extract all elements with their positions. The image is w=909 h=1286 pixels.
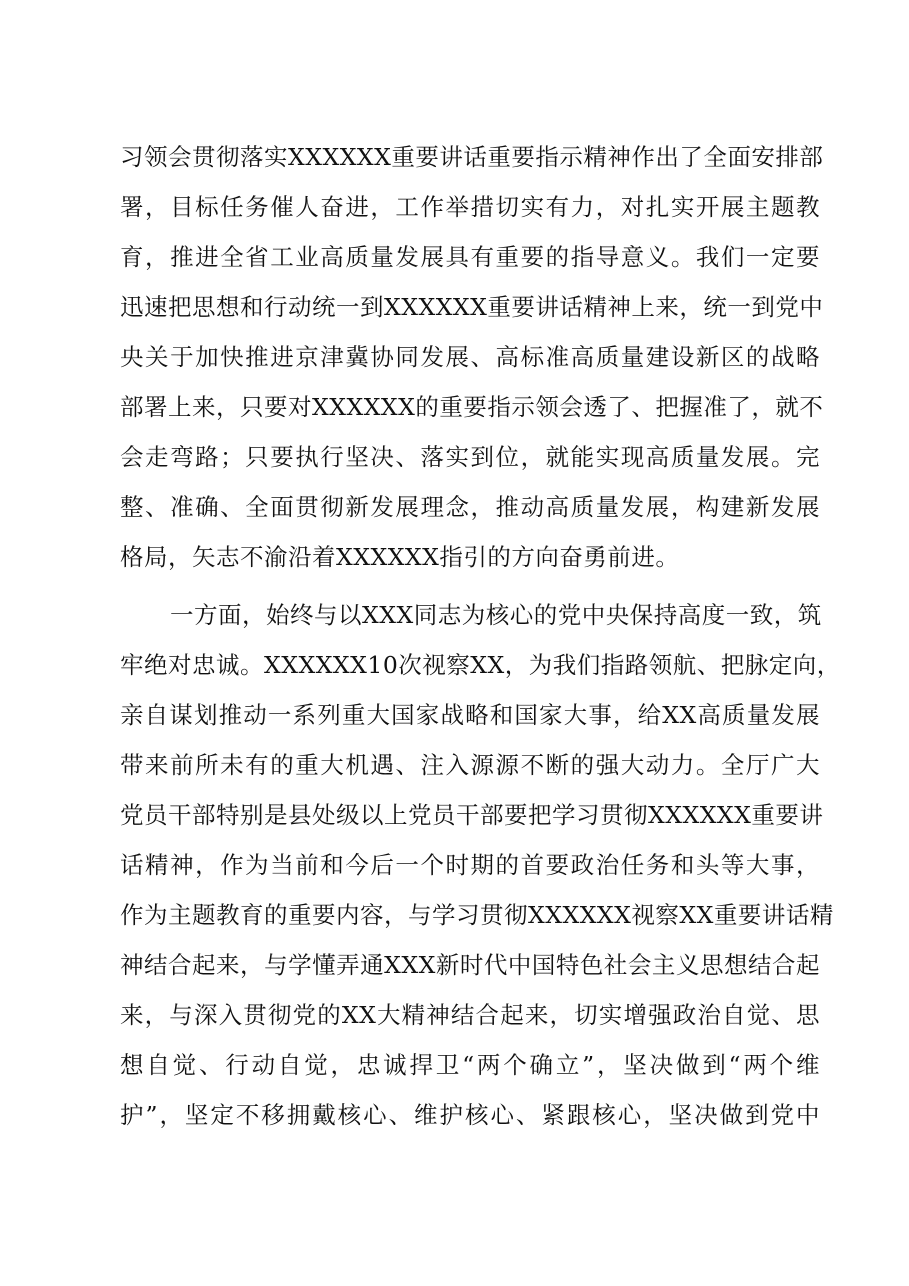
text-line: 护”，坚定不移拥戴核心、维护核心、紧跟核心，坚决做到党中 — [120, 1101, 820, 1129]
text-line: 迅速把思想和行动统一到XXXXXX重要讲话精神上来，统一到党中 — [120, 293, 824, 321]
text-line: 亲自谋划推动一系列重大国家战略和国家大事，给XX高质量发展 — [120, 701, 820, 729]
text-line: 牢绝对忠诚。XXXXXX10次视察XX，为我们指路领航、把脉定向， — [120, 651, 841, 679]
text-line: 部署上来，只要对XXXXXX的重要指示领会透了、把握准了，就不 — [120, 393, 824, 421]
text-line: 会走弯路；只要执行坚决、落实到位，就能实现高质量发展。完 — [120, 443, 820, 471]
text-line: 党员干部特别是县处级以上党员干部要把学习贯彻XXXXXX重要讲 — [120, 801, 824, 829]
text-line: 话精神，作为当前和今后一个时期的首要政治任务和头等大事， — [120, 851, 820, 879]
text-line: 署，目标任务催人奋进，工作举措切实有力，对扎实开展主题教 — [120, 193, 820, 221]
text-line: 育，推进全省工业高质量发展具有重要的指导意义。我们一定要 — [120, 243, 820, 271]
text-line: 格局，矢志不渝沿着XXXXXX指引的方向奋勇前进。 — [120, 543, 680, 571]
text-line: 央关于加快推进京津冀协同发展、高标准高质量建设新区的战略 — [120, 343, 820, 371]
text-line: 带来前所未有的重大机遇、注入源源不断的强大动力。全厅广大 — [120, 751, 820, 779]
text-line: 想自觉、行动自觉，忠诚捍卫“两个确立”，坚决做到“两个维 — [120, 1051, 820, 1079]
text-line: 神结合起来，与学懂弄通XXX新时代中国特色社会主义思想结合起 — [120, 951, 820, 979]
text-line: 作为主题教育的重要内容，与学习贯彻XXXXXX视察XX重要讲话精 — [120, 901, 834, 929]
text-line: 习领会贯彻落实XXXXXX重要讲话重要指示精神作出了全面安排部 — [120, 143, 824, 171]
text-line: 整、准确、全面贯彻新发展理念，推动高质量发展，构建新发展 — [120, 493, 820, 521]
text-line: 来，与深入贯彻党的XX大精神结合起来，切实增强政治自觉、思 — [120, 1001, 820, 1029]
text-line: 一方面，始终与以XXX同志为核心的党中央保持高度一致，筑 — [170, 601, 822, 629]
